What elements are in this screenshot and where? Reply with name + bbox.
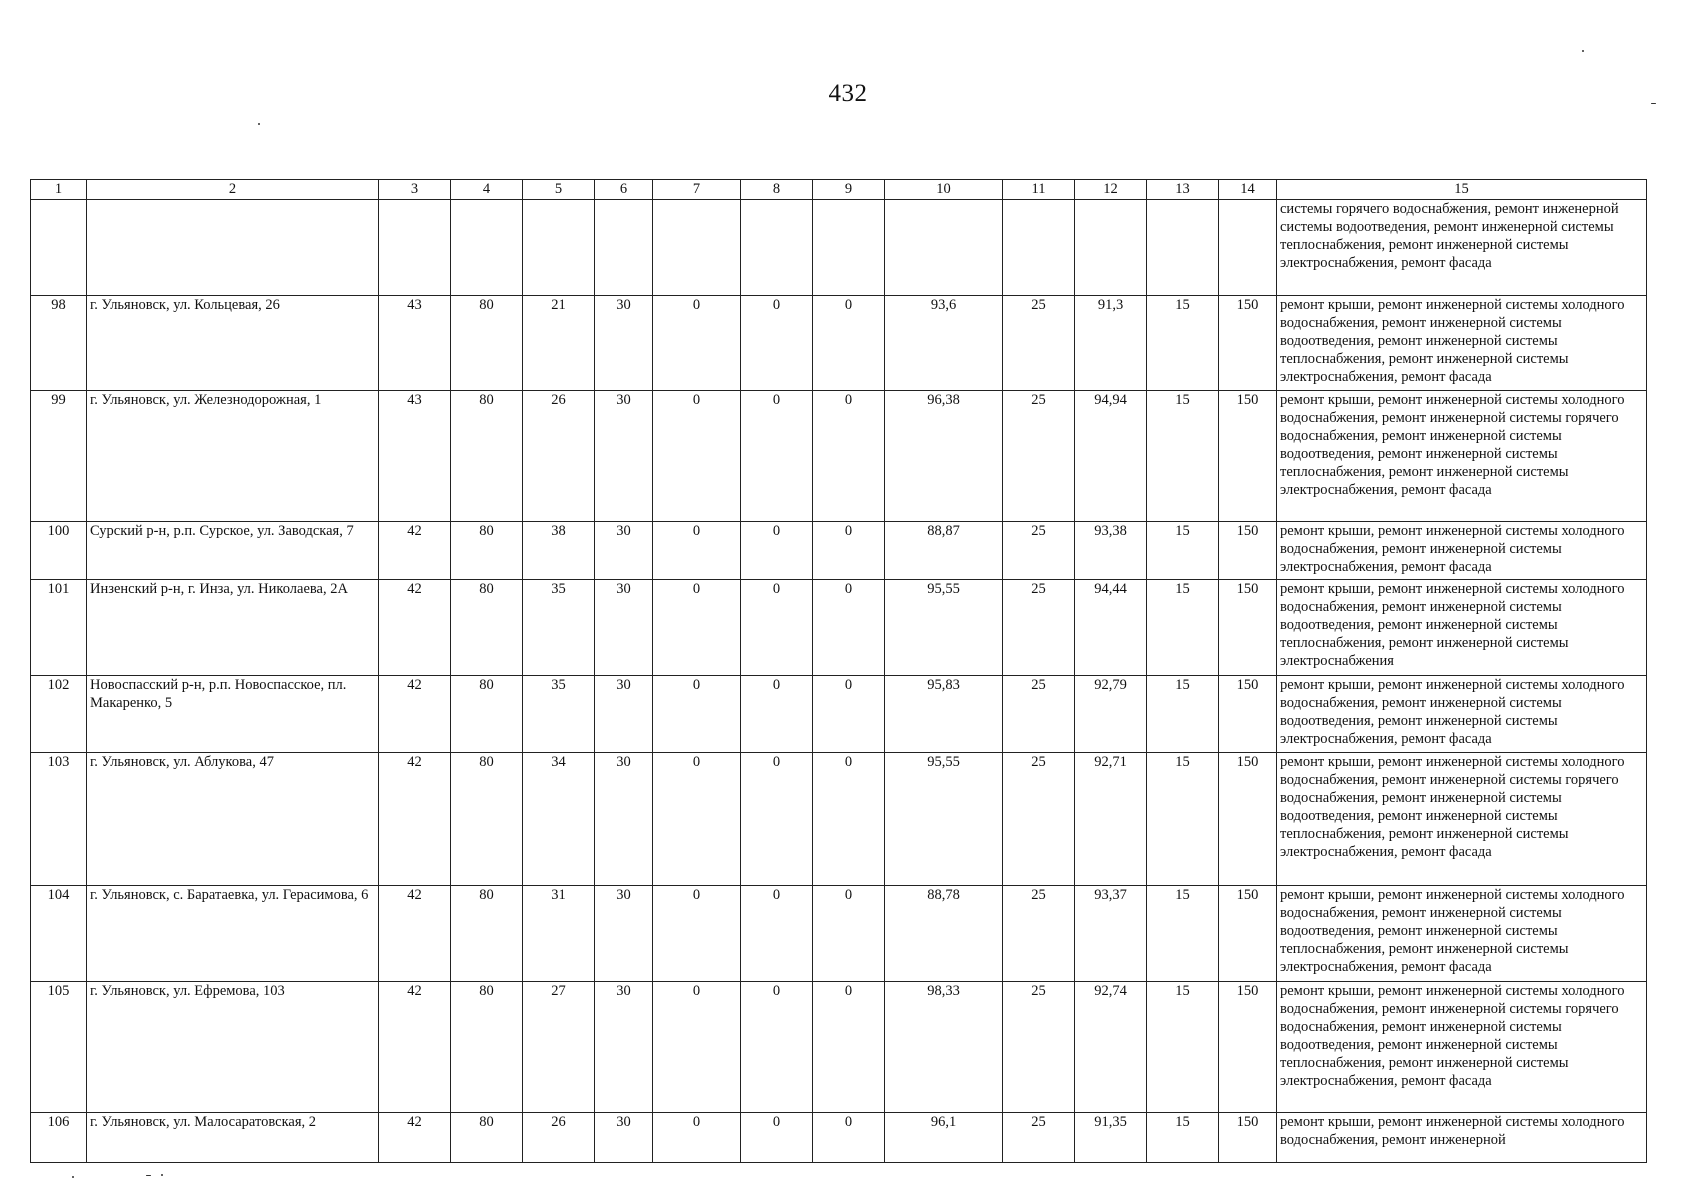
table-cell: 25 bbox=[1003, 391, 1075, 522]
table-cell: 15 bbox=[1147, 886, 1219, 982]
table-cell: 93,37 bbox=[1075, 886, 1147, 982]
table-cell: 80 bbox=[451, 522, 523, 580]
table-cell: 0 bbox=[813, 982, 885, 1113]
table-cell bbox=[523, 200, 595, 296]
row-number-cell: 101 bbox=[31, 580, 87, 676]
row-number-cell: 99 bbox=[31, 391, 87, 522]
table-cell: 42 bbox=[379, 580, 451, 676]
table-cell: 15 bbox=[1147, 982, 1219, 1113]
table-cell: 88,87 bbox=[885, 522, 1003, 580]
table-cell: 21 bbox=[523, 296, 595, 391]
table-cell: 30 bbox=[595, 296, 653, 391]
table-cell: 0 bbox=[741, 1113, 813, 1163]
column-header: 10 bbox=[885, 180, 1003, 200]
column-header: 15 bbox=[1277, 180, 1647, 200]
table-cell: 0 bbox=[813, 522, 885, 580]
table-cell: 42 bbox=[379, 522, 451, 580]
row-number-cell: 102 bbox=[31, 676, 87, 753]
table-cell bbox=[1219, 200, 1277, 296]
table-row bbox=[31, 676, 1647, 753]
table-cell: 30 bbox=[595, 982, 653, 1113]
table-cell: 96,38 bbox=[885, 391, 1003, 522]
table-cell: 26 bbox=[523, 391, 595, 522]
table-cell: 35 bbox=[523, 580, 595, 676]
table-cell: 91,3 bbox=[1075, 296, 1147, 391]
table-cell: 150 bbox=[1219, 753, 1277, 886]
table-cell: 42 bbox=[379, 753, 451, 886]
table-row bbox=[31, 982, 1647, 1113]
address-cell bbox=[87, 200, 379, 296]
row-number-cell: 105 bbox=[31, 982, 87, 1113]
address-cell: Сурский р-н, р.п. Сурское, ул. Заводская, 7 bbox=[87, 522, 379, 580]
works-description-cell: ремонт крыши, ремонт инженерной системы холодного водоснабжения, ремонт инженерной системы горячего водоснабжения, ремонт инженерной системы водоотведения, ремонт инженерной системы теплоснабжения, ремонт инженерной системы электроснабжения, ремонт фасада bbox=[1277, 753, 1647, 886]
column-header: 2 bbox=[87, 180, 379, 200]
table-cell: 30 bbox=[595, 580, 653, 676]
table-cell: 80 bbox=[451, 391, 523, 522]
table-cell: 35 bbox=[523, 676, 595, 753]
address-cell: г. Ульяновск, ул. Железнодорожная, 1 bbox=[87, 391, 379, 522]
address-cell: Новоспасский р-н, р.п. Новоспасское, пл. Макаренко, 5 bbox=[87, 676, 379, 753]
table-cell: 25 bbox=[1003, 296, 1075, 391]
column-header: 4 bbox=[451, 180, 523, 200]
table-cell: 92,74 bbox=[1075, 982, 1147, 1113]
row-number-cell bbox=[31, 200, 87, 296]
table-row bbox=[31, 522, 1647, 580]
table-cell: 42 bbox=[379, 886, 451, 982]
table-cell: 15 bbox=[1147, 753, 1219, 886]
scan-speck bbox=[1582, 50, 1584, 52]
table-cell: 94,44 bbox=[1075, 580, 1147, 676]
address-cell: г. Ульяновск, ул. Аблукова, 47 bbox=[87, 753, 379, 886]
table-cell: 0 bbox=[813, 391, 885, 522]
works-description-cell: системы горячего водоснабжения, ремонт инженерной системы водоотведения, ремонт инженерной системы теплоснабжения, ремонт инженерной системы электроснабжения, ремонт фасада bbox=[1277, 200, 1647, 296]
table-cell: 30 bbox=[595, 1113, 653, 1163]
table-cell: 25 bbox=[1003, 753, 1075, 886]
column-header: 13 bbox=[1147, 180, 1219, 200]
table-cell: 92,71 bbox=[1075, 753, 1147, 886]
table-cell: 0 bbox=[813, 676, 885, 753]
table-cell: 26 bbox=[523, 1113, 595, 1163]
table-cell: 0 bbox=[813, 580, 885, 676]
table-cell: 15 bbox=[1147, 296, 1219, 391]
works-description-cell: ремонт крыши, ремонт инженерной системы холодного водоснабжения, ремонт инженерной системы горячего водоснабжения, ремонт инженерной системы водоотведения, ремонт инженерной системы теплоснабжения, ремонт инженерной системы электроснабжения, ремонт фасада bbox=[1277, 391, 1647, 522]
table-row bbox=[31, 580, 1647, 676]
table-cell: 98,33 bbox=[885, 982, 1003, 1113]
table-cell: 25 bbox=[1003, 676, 1075, 753]
table-row bbox=[31, 296, 1647, 391]
table-cell: 25 bbox=[1003, 1113, 1075, 1163]
address-cell: Инзенский р-н, г. Инза, ул. Николаева, 2А bbox=[87, 580, 379, 676]
table-cell: 15 bbox=[1147, 580, 1219, 676]
table-cell: 0 bbox=[741, 296, 813, 391]
table-cell: 150 bbox=[1219, 1113, 1277, 1163]
row-number-cell: 98 bbox=[31, 296, 87, 391]
column-header: 5 bbox=[523, 180, 595, 200]
table-cell: 0 bbox=[653, 391, 741, 522]
table-cell: 0 bbox=[653, 1113, 741, 1163]
scan-speck bbox=[1651, 103, 1656, 104]
table-cell: 150 bbox=[1219, 886, 1277, 982]
column-header: 7 bbox=[653, 180, 741, 200]
row-number-cell: 100 bbox=[31, 522, 87, 580]
table-cell: 80 bbox=[451, 296, 523, 391]
table-cell: 0 bbox=[741, 886, 813, 982]
table-cell: 0 bbox=[741, 676, 813, 753]
column-header: 14 bbox=[1219, 180, 1277, 200]
table-cell: 80 bbox=[451, 982, 523, 1113]
row-number-cell: 104 bbox=[31, 886, 87, 982]
table-cell: 42 bbox=[379, 1113, 451, 1163]
table-cell: 88,78 bbox=[885, 886, 1003, 982]
table-cell: 0 bbox=[813, 1113, 885, 1163]
column-header: 1 bbox=[31, 180, 87, 200]
address-cell: г. Ульяновск, ул. Кольцевая, 26 bbox=[87, 296, 379, 391]
table-cell: 15 bbox=[1147, 1113, 1219, 1163]
table-cell: 80 bbox=[451, 1113, 523, 1163]
table-cell: 150 bbox=[1219, 391, 1277, 522]
table-cell: 38 bbox=[523, 522, 595, 580]
works-description-cell: ремонт крыши, ремонт инженерной системы холодного водоснабжения, ремонт инженерной системы водоотведения, ремонт инженерной системы теплоснабжения, ремонт инженерной системы электроснабжения, ремонт фасада bbox=[1277, 886, 1647, 982]
table-row bbox=[31, 753, 1647, 886]
table-cell: 94,94 bbox=[1075, 391, 1147, 522]
works-description-cell: ремонт крыши, ремонт инженерной системы холодного водоснабжения, ремонт инженерной bbox=[1277, 1113, 1647, 1163]
table-cell: 150 bbox=[1219, 296, 1277, 391]
table-cell: 0 bbox=[813, 886, 885, 982]
scan-speck bbox=[258, 123, 260, 125]
table-row bbox=[31, 1113, 1647, 1163]
table-cell: 150 bbox=[1219, 676, 1277, 753]
table-cell: 31 bbox=[523, 886, 595, 982]
table-row bbox=[31, 886, 1647, 982]
table-cell: 0 bbox=[741, 753, 813, 886]
table-cell: 95,55 bbox=[885, 753, 1003, 886]
table-cell bbox=[1003, 200, 1075, 296]
table-cell: 80 bbox=[451, 676, 523, 753]
address-cell: г. Ульяновск, с. Баратаевка, ул. Герасимова, 6 bbox=[87, 886, 379, 982]
table-cell: 25 bbox=[1003, 886, 1075, 982]
table-cell: 0 bbox=[741, 982, 813, 1113]
table-cell: 95,83 bbox=[885, 676, 1003, 753]
column-header: 8 bbox=[741, 180, 813, 200]
table-row bbox=[31, 391, 1647, 522]
column-header: 3 bbox=[379, 180, 451, 200]
table-cell: 15 bbox=[1147, 522, 1219, 580]
page-number: 432 bbox=[828, 80, 868, 107]
works-description-cell: ремонт крыши, ремонт инженерной системы холодного водоснабжения, ремонт инженерной системы водоотведения, ремонт инженерной системы электроснабжения, ремонт фасада bbox=[1277, 676, 1647, 753]
table-cell: 92,79 bbox=[1075, 676, 1147, 753]
table-cell: 150 bbox=[1219, 580, 1277, 676]
address-cell: г. Ульяновск, ул. Ефремова, 103 bbox=[87, 982, 379, 1113]
works-description-cell: ремонт крыши, ремонт инженерной системы холодного водоснабжения, ремонт инженерной системы горячего водоснабжения, ремонт инженерной системы водоотведения, ремонт инженерной системы теплоснабжения, ремонт инженерной системы электроснабжения, ремонт фасада bbox=[1277, 982, 1647, 1113]
works-description-cell: ремонт крыши, ремонт инженерной системы холодного водоснабжения, ремонт инженерной системы водоотведения, ремонт инженерной системы теплоснабжения, ремонт инженерной системы электроснабжения bbox=[1277, 580, 1647, 676]
table-cell: 0 bbox=[741, 391, 813, 522]
works-description-cell: ремонт крыши, ремонт инженерной системы холодного водоснабжения, ремонт инженерной системы электроснабжения, ремонт фасада bbox=[1277, 522, 1647, 580]
table-cell: 27 bbox=[523, 982, 595, 1113]
column-header: 12 bbox=[1075, 180, 1147, 200]
table-cell: 80 bbox=[451, 886, 523, 982]
table-cell: 91,35 bbox=[1075, 1113, 1147, 1163]
scan-speck bbox=[161, 1174, 163, 1176]
table-cell: 30 bbox=[595, 522, 653, 580]
table-cell: 0 bbox=[813, 296, 885, 391]
table-cell: 0 bbox=[653, 753, 741, 886]
table-cell: 96,1 bbox=[885, 1113, 1003, 1163]
table-cell: 30 bbox=[595, 391, 653, 522]
row-number-cell: 106 bbox=[31, 1113, 87, 1163]
table-cell: 0 bbox=[653, 522, 741, 580]
table-row bbox=[31, 200, 1647, 296]
works-description-cell: ремонт крыши, ремонт инженерной системы холодного водоснабжения, ремонт инженерной системы водоотведения, ремонт инженерной системы теплоснабжения, ремонт инженерной системы электроснабжения, ремонт фасада bbox=[1277, 296, 1647, 391]
table-cell bbox=[451, 200, 523, 296]
table-cell: 0 bbox=[653, 886, 741, 982]
table-cell: 15 bbox=[1147, 676, 1219, 753]
row-number-cell: 103 bbox=[31, 753, 87, 886]
register-table bbox=[30, 179, 1647, 1163]
table-cell: 150 bbox=[1219, 982, 1277, 1113]
table-cell bbox=[741, 200, 813, 296]
table-cell: 30 bbox=[595, 676, 653, 753]
column-header: 9 bbox=[813, 180, 885, 200]
table-cell bbox=[595, 200, 653, 296]
table-cell: 43 bbox=[379, 296, 451, 391]
table-cell bbox=[813, 200, 885, 296]
scan-speck bbox=[72, 1176, 74, 1178]
table-cell: 0 bbox=[813, 753, 885, 886]
table-cell: 0 bbox=[653, 676, 741, 753]
table-cell: 150 bbox=[1219, 522, 1277, 580]
table-cell: 42 bbox=[379, 982, 451, 1113]
address-cell: г. Ульяновск, ул. Малосаратовская, 2 bbox=[87, 1113, 379, 1163]
table-cell: 34 bbox=[523, 753, 595, 886]
table-cell: 0 bbox=[741, 580, 813, 676]
column-header: 6 bbox=[595, 180, 653, 200]
table-cell: 0 bbox=[653, 296, 741, 391]
column-header: 11 bbox=[1003, 180, 1075, 200]
scan-speck bbox=[146, 1175, 151, 1176]
header-row bbox=[31, 180, 1647, 200]
table-cell: 93,6 bbox=[885, 296, 1003, 391]
table-cell: 25 bbox=[1003, 522, 1075, 580]
table-cell: 80 bbox=[451, 580, 523, 676]
table-cell bbox=[885, 200, 1003, 296]
table-cell bbox=[1147, 200, 1219, 296]
table-cell: 43 bbox=[379, 391, 451, 522]
table-cell bbox=[1075, 200, 1147, 296]
table-cell: 30 bbox=[595, 753, 653, 886]
table-cell bbox=[379, 200, 451, 296]
table-cell: 0 bbox=[653, 580, 741, 676]
table-cell: 15 bbox=[1147, 391, 1219, 522]
table-cell: 30 bbox=[595, 886, 653, 982]
table-cell: 0 bbox=[653, 982, 741, 1113]
table-cell: 93,38 bbox=[1075, 522, 1147, 580]
table-cell: 42 bbox=[379, 676, 451, 753]
table-cell bbox=[653, 200, 741, 296]
table-cell: 25 bbox=[1003, 580, 1075, 676]
table-cell: 25 bbox=[1003, 982, 1075, 1113]
table-cell: 0 bbox=[741, 522, 813, 580]
table-cell: 80 bbox=[451, 753, 523, 886]
table-cell: 95,55 bbox=[885, 580, 1003, 676]
